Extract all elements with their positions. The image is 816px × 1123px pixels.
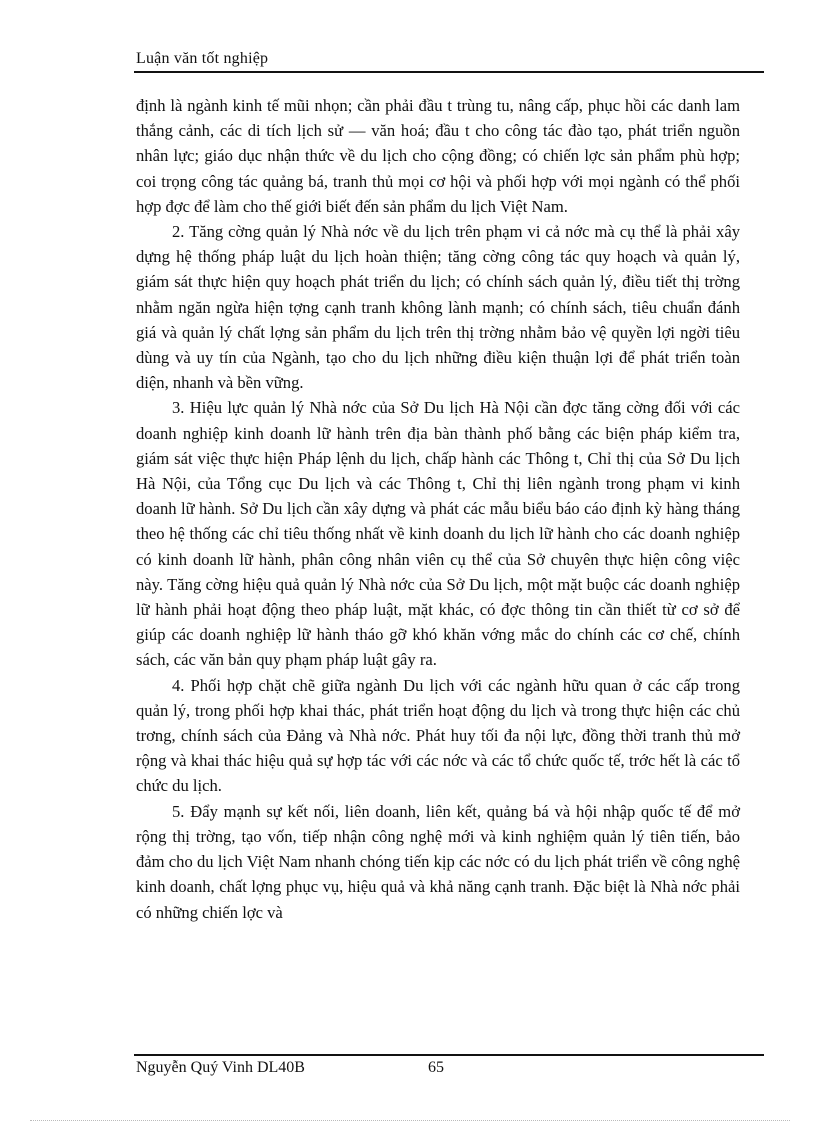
page-number: 65: [428, 1059, 444, 1076]
paragraph-item-4: 4. Phối hợp chặt chẽ giữa ngành Du lịch với các ngành hữu quan ở các cấp trong quản lý, trong phối hợp khai thác, phát triển hoạt động du lịch và trong thực hiện các chủ trơng, chính sách của Đảng và Nhà nớc. Phát huy tối đa nội lực, đồng thời tranh thủ mở rộng và khai thác hiệu quả sự hợp tác với các nớc và các tổ chức quốc tế, trớc hết là các tổ chức du lịch.: [136, 675, 740, 796]
paragraph-item-5: 5. Đẩy mạnh sự kết nối, liên doanh, liên kết, quảng bá và hội nhập quốc tế để mở rộng thị trờng, tạo vốn, tiếp nhận công nghệ mới và kinh nghiệm quản lý tiên tiến, bảo đảm cho du lịch Việt Nam nhanh chóng tiến kịp các nớc có du lịch phát triển về công nghệ kinh doanh, chất lợng phục vụ, hiệu quả và khả năng cạnh tranh. Đặc biệt là Nhà nớc phải có những chiến lợc và: [136, 801, 740, 922]
page-bottom-edge: [30, 1120, 790, 1121]
document-body: [136, 93, 740, 925]
paragraph-item-3: 3. Hiệu lực quản lý Nhà nớc của Sở Du lịch Hà Nội cần đợc tăng cờng đối với các doanh nghiệp kinh doanh lữ hành trên địa bàn thành phố bằng các biện pháp kiểm tra, giám sát việc thực hiện Pháp lệnh du lịch, chấp hành các Thông t, Chỉ thị của Sở Du lịch Hà Nội, của Tổng cục Du lịch và các Thông t, Chỉ thị liên ngành trong phạm vi kinh doanh lữ hành. Sở Du lịch cần xây dựng và phát các mẫu biểu báo cáo định kỳ hàng tháng theo hệ thống các chỉ tiêu thống nhất về kinh doanh du lịch lữ hành cho các doanh nghiệp có kinh doanh lữ hành, phân công nhân viên cụ thể của Sở chuyên thực hiện công việc này. Tăng cờng hiệu quả quản lý Nhà nớc của Sở Du lịch, một mặt buộc các doanh nghiệp lữ hành phải hoạt động theo pháp luật, mặt khác, có đợc thông tin cần thiết từ cơ sở để giúp các doanh nghiệp lữ hành tháo gỡ khó khăn vớng mắc do chính các cơ chế, chính sách, các văn bản quy phạm pháp luật gây ra.: [136, 398, 740, 670]
footer-divider: [134, 1054, 764, 1056]
paragraph-item-2: 2. Tăng cờng quản lý Nhà nớc về du lịch trên phạm vi cả nớc mà cụ thể là phải xây dựng hệ thống pháp luật du lịch hoàn thiện; tăng cờng công tác quy hoạch và quản lý, giám sát thực hiện quy hoạch phát triển du lịch; có chính sách quản lý, điều tiết thị trờng nhằm ngăn ngừa hiện tợng cạnh tranh không lành mạnh; có chính sách, tiêu chuẩn đánh giá và quản lý chất lợng sản phẩm du lịch trên thị trờng nhằm bảo vệ quyền lợi ngời tiêu dùng và uy tín của Ngành, tạo cho du lịch những điều kiện thuận lợi để phát triển toàn diện, nhanh và bền vững.: [136, 222, 740, 393]
footer-author: Nguyễn Quý Vinh DL40B: [136, 1059, 305, 1076]
header-divider: [134, 71, 764, 73]
page-header-title: Luận văn tốt nghiệp: [136, 50, 269, 67]
paragraph-continuation: định là ngành kinh tế mũi nhọn; cần phải đầu t trùng tu, nâng cấp, phục hồi các danh lam thắng cảnh, các di tích lịch sử — văn hoá; đầu t cho công tác đào tạo, phát triển nguồn nhân lực; giáo dục nhận thức về du lịch cho cộng đồng; có chiến lợc sản phẩm phù hợp; coi trọng công tác quảng bá, tranh thủ mọi cơ hội và phối hợp với mọi ngành có thể phối hợp đợc để làm cho thế giới biết đến sản phẩm du lịch Việt Nam.: [136, 96, 740, 216]
